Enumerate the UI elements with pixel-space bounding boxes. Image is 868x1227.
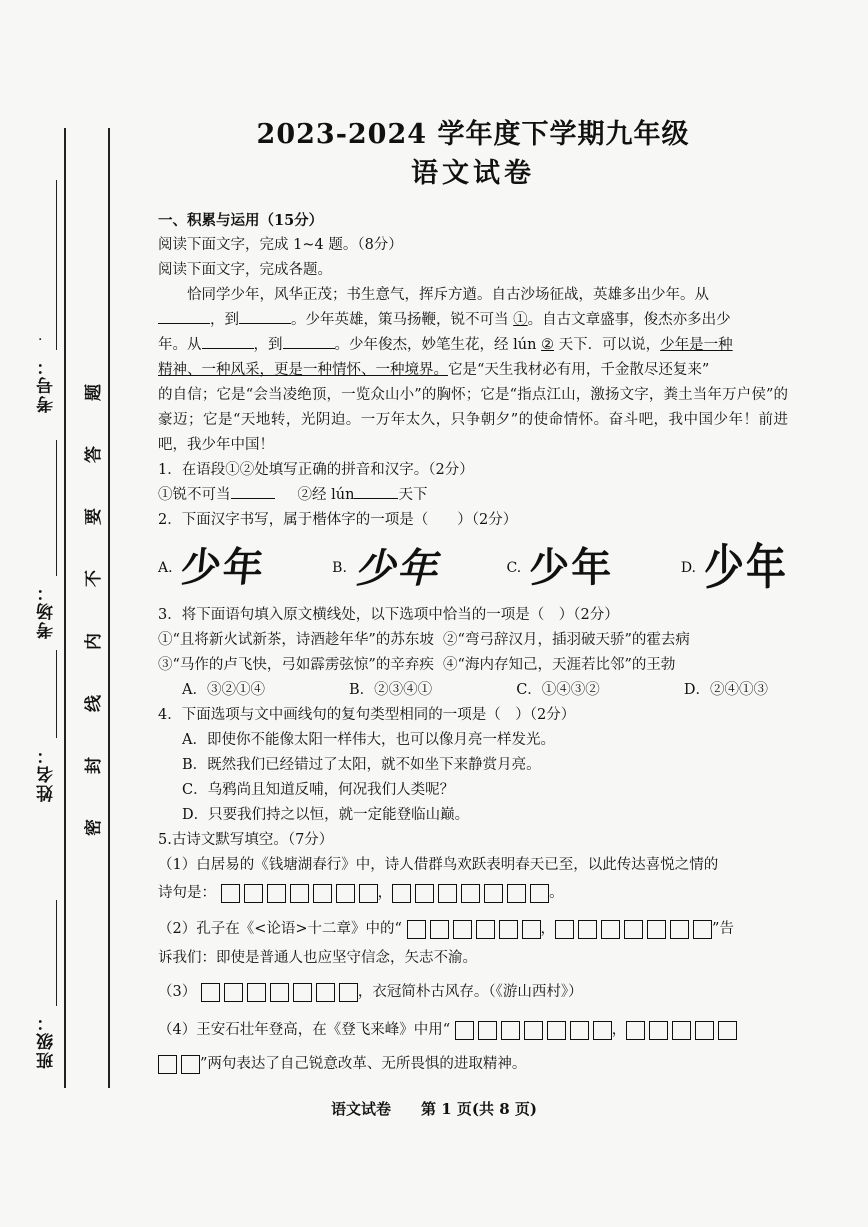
seal-char: 要 — [83, 508, 104, 526]
class-line — [56, 900, 57, 1006]
question-3 — [158, 603, 788, 703]
option-d[interactable]: D．②④①③ — [683, 682, 768, 698]
answer-boxes[interactable] — [455, 1021, 612, 1040]
exam-title: 2023-2024 学年度下学期九年级 — [256, 119, 690, 150]
seal-char: 线 — [83, 694, 104, 712]
section-heading: 一、积累与运用（15分） — [158, 212, 324, 229]
question-stem: 3．将下面语句填入原文横线处，以下选项中恰当的一项是（ ）（2分） — [158, 607, 619, 623]
answer-boxes[interactable] — [201, 983, 358, 1002]
option-b[interactable]: B．②③④① — [349, 682, 433, 698]
passage-line: 恰同学少年，风华正茂；书生意气，挥斥方遒。自古沙场征战，英雄多出少年。从 — [187, 287, 709, 303]
statement-line: ③“马作的卢飞快，弓如霹雳弦惊”的辛弃疾 ④“海内存知己，天涯若比邻”的王勃 — [158, 657, 676, 673]
answer-blank[interactable] — [354, 484, 398, 499]
binding-margin — [0, 0, 120, 1227]
question-5 — [158, 828, 788, 1081]
options-row — [158, 678, 788, 703]
answer-boxes[interactable] — [407, 920, 541, 939]
exam-number-label: 考号： — [37, 356, 57, 413]
option-d[interactable]: D．只要我们持之以恒，就一定能登临山巅。 — [182, 807, 470, 823]
answer-boxes[interactable] — [626, 1021, 737, 1040]
option-a[interactable]: A. 少年 — [158, 544, 268, 591]
answer-blank[interactable] — [239, 309, 291, 324]
instruction: 阅读下面文字，完成各题。 — [158, 262, 332, 278]
answer-blank[interactable] — [283, 334, 335, 349]
exam-room-line — [56, 440, 57, 576]
question-stem: 2．下面汉字书写，属于楷体字的一项是（ ）（2分） — [158, 512, 518, 528]
name-label: 姓名： — [37, 745, 57, 802]
name-line — [56, 650, 57, 738]
answer-boxes[interactable] — [392, 884, 549, 903]
calligraphy-sample: 少年 — [529, 545, 614, 590]
passage-line: ，到 。少年英雄，策马扬鞭，锐不可当 ①。自古文章盛事，俊杰亦多出少 — [158, 308, 788, 333]
sub-question-3: （3） ，衣冠简朴古风存。（《游山西村》） — [158, 984, 583, 1000]
answer-boxes[interactable] — [555, 920, 712, 939]
option-a[interactable]: A．即使你不能像太阳一样伟大，也可以像月亮一样发光。 — [182, 732, 555, 748]
underlined-sentence: 少年是一种 — [660, 337, 733, 353]
option-c[interactable]: C. 少年 — [506, 545, 614, 590]
option-a[interactable]: A．③②①④ — [182, 682, 265, 698]
seal-char: 封 — [83, 756, 104, 774]
exam-number-line — [56, 180, 57, 350]
answer-blank[interactable] — [158, 309, 210, 324]
seal-char: 密 — [83, 818, 104, 836]
calligraphy-options — [158, 539, 788, 597]
exam-content — [158, 110, 788, 1081]
margin-dot: · — [38, 332, 43, 348]
class-label: 班级： — [37, 1012, 57, 1069]
option-c[interactable]: C．①④③② — [516, 682, 600, 698]
reading-passage — [158, 283, 788, 458]
blank-marker: ① — [513, 312, 528, 328]
seal-char: 内 — [83, 632, 104, 650]
question-stem: 5.古诗文默写填空。（7分） — [158, 832, 334, 848]
option-c[interactable]: C．乌鸦尚且知道反哺，何况我们人类呢？ — [182, 782, 455, 798]
margin-line-inner — [108, 128, 110, 1088]
passage-line: 的自信；它是“会当凌绝顶，一览众山小”的胸怀；它是“指点江山，激扬文字，粪土当年万户侯”的豪迈；它是“天地转，光阴迫。一万年太久，只争朝夕”的使命情怀。奋斗吧，我中国少年！前进吧，我少年中国！ — [158, 387, 788, 453]
sub-question-4-cont: ”两句表达了自己锐意改革、无所畏惧的进取精神。 — [158, 1047, 788, 1081]
question-stem: 1．在语段①②处填写正确的拼音和汉字。（2分） — [158, 462, 474, 478]
calligraphy-sample: 少年 — [704, 539, 788, 595]
passage-line: 年。从 ，到 。少年俊杰，妙笔生花，经 lún ② 天下．可以说，少年是一种 — [158, 333, 788, 358]
sub-question-2: （2）孔子在《<论语>十二章》中的“ ， ”告 — [158, 921, 734, 937]
seal-char: 答 — [83, 446, 104, 464]
sub-question-4: （4）王安石壮年登高，在《登飞来峰》中用“ ， — [158, 1013, 788, 1047]
statement-line: ①“且将新火试新茶，诗酒趁年华”的苏东坡 ②“弯弓辞汉月，插羽破天骄”的霍去病 — [158, 632, 690, 648]
option-d[interactable]: D. 少年 — [680, 539, 788, 595]
answer-blank[interactable] — [202, 334, 254, 349]
option-b[interactable]: B．既然我们已经错过了太阳，就不如坐下来静赏月亮。 — [182, 757, 541, 773]
calligraphy-sample: 少年 — [354, 544, 439, 592]
question-4 — [158, 703, 788, 828]
question-1 — [158, 458, 788, 508]
option-b[interactable]: B. 少年 — [332, 544, 439, 592]
blank-marker: ② — [541, 337, 555, 353]
page-footer: 语文试卷 第 1 页(共 8 页) — [331, 1100, 537, 1118]
question-answer-line: ①锐不可当 ②经 lún 天下 — [158, 483, 788, 508]
seal-char: 不 — [83, 570, 104, 588]
question-2 — [158, 508, 788, 597]
calligraphy-sample: 少年 — [178, 544, 268, 591]
sub-question-1: （1）白居易的《钱塘湖春行》中，诗人借群鸟欢跃表明春天已至，以此传达喜悦之情的 — [158, 857, 719, 873]
seal-line-notice — [78, 380, 104, 840]
seal-char: 题 — [83, 384, 104, 401]
sub-question-2-note: 诉我们：即使是普通人也应坚守信念，矢志不渝。 — [158, 950, 477, 966]
passage-line: 精神、一种风采，更是一种情怀、一种境界。它是“天生我材必有用，千金散尽还复来” — [158, 362, 710, 378]
underlined-sentence: 精神、一种风采，更是一种情怀、一种境界。 — [158, 362, 448, 378]
answer-boxes[interactable] — [221, 884, 378, 903]
exam-subtitle: 语文试卷 — [411, 158, 535, 189]
answer-boxes[interactable] — [158, 1055, 200, 1074]
question-stem: 4．下面选项与文中画线句的复句类型相同的一项是（ ）（2分） — [158, 707, 576, 723]
answer-blank[interactable] — [231, 484, 275, 499]
exam-room-label: 考场： — [37, 582, 57, 639]
margin-line-outer — [64, 128, 66, 1088]
sub-question-1-answer: 诗句是： ， 。 — [158, 885, 564, 901]
instruction: 阅读下面文字，完成 1~4 题。（8分） — [158, 237, 403, 253]
